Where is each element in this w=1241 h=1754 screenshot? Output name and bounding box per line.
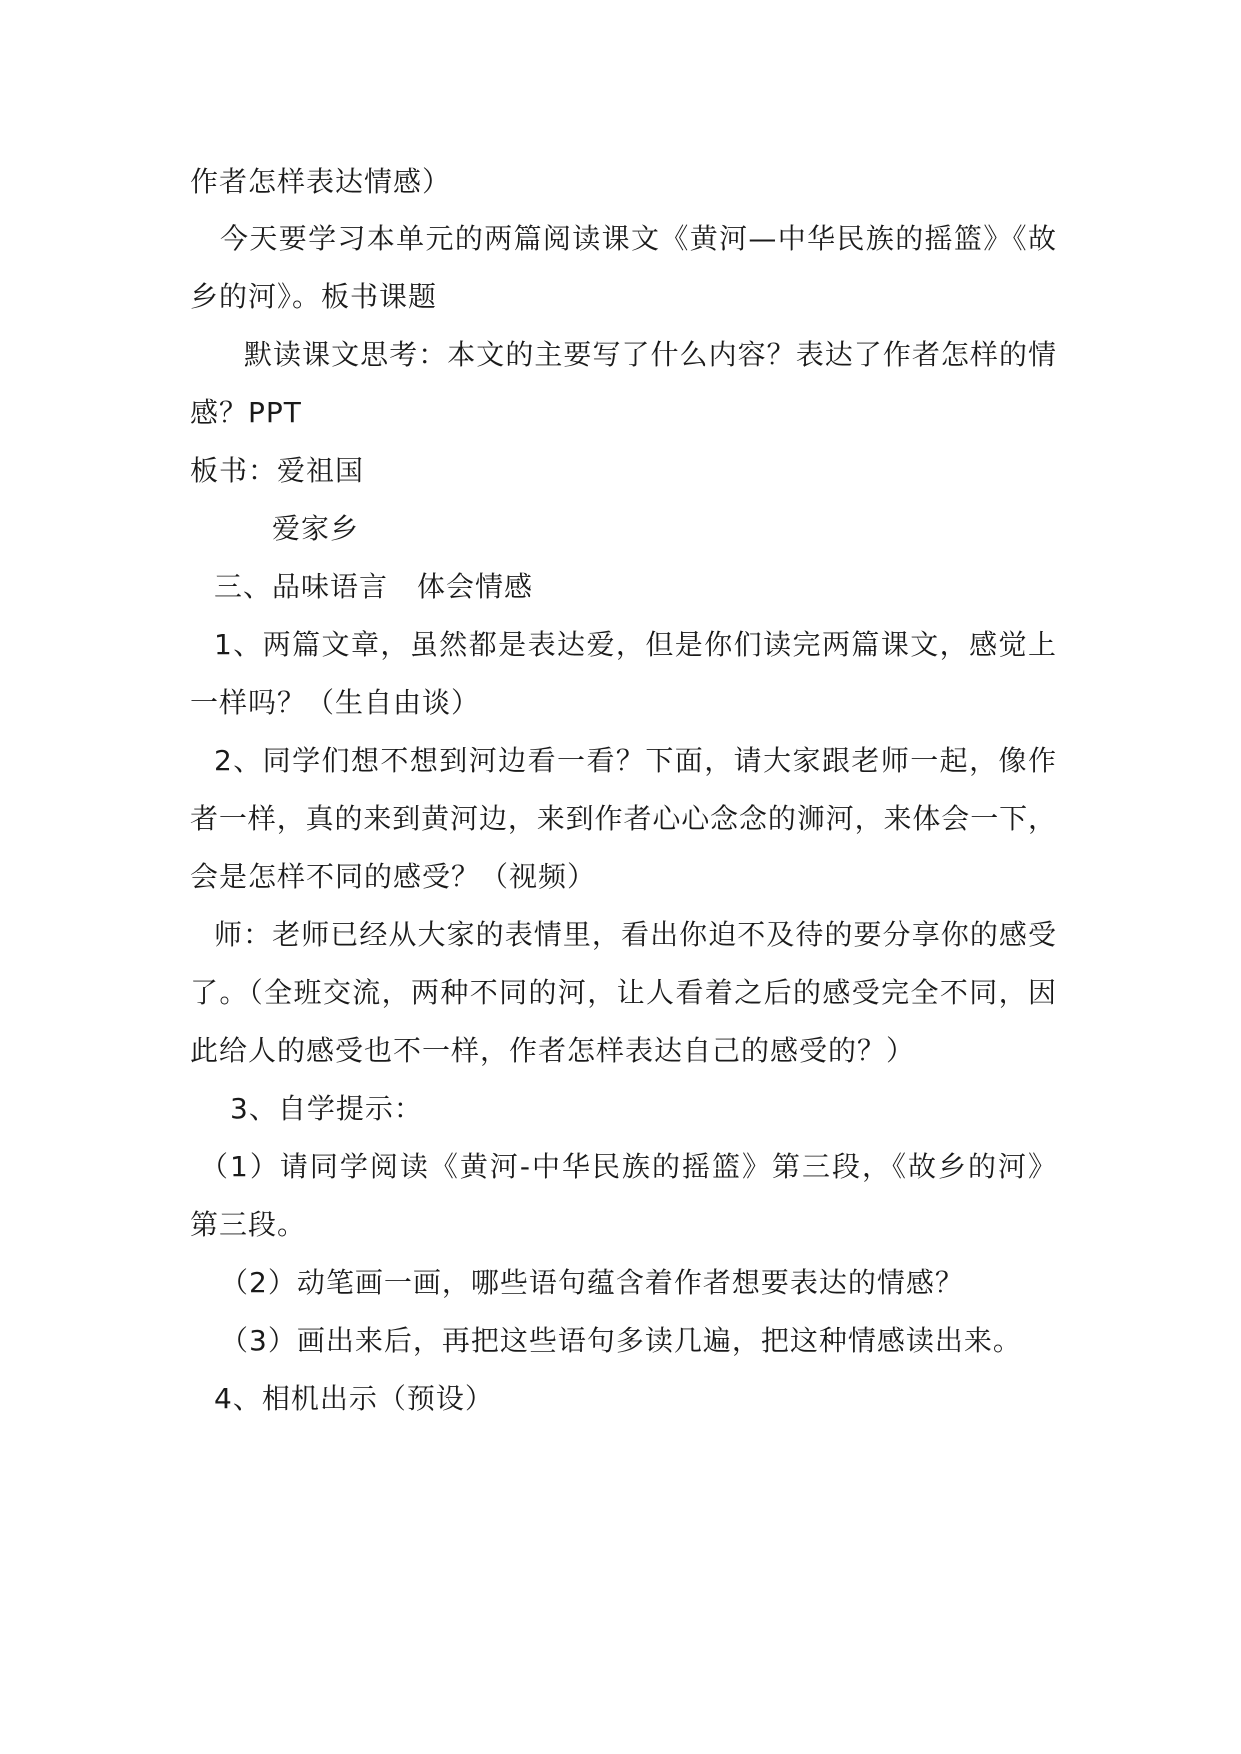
text-line: 乡的河》。板书课题 — [190, 280, 438, 313]
text-line: 1、两篇文章，虽然都是表达爱，但是你们读完两篇课文，感觉上 — [214, 628, 1056, 661]
text-line: （2）动笔画一画，哪些语句蕴含着作者想要表达的情感？ — [220, 1266, 964, 1299]
text-line: （1）请同学阅读《黄河-中华民族的摇篮》第三段，《故乡的河》 — [200, 1150, 1056, 1183]
text-line: 者一样，真的来到黄河边，来到作者心心念念的浉河，来体会一下， — [190, 802, 1056, 835]
text-line: 默读课文思考：本文的主要写了什么内容？表达了作者怎样的情 — [244, 338, 1056, 371]
text-line: 一样吗？（生自由谈） — [190, 686, 481, 719]
text-line: 师：老师已经从大家的表情里，看出你迫不及待的要分享你的感受 — [214, 918, 1056, 951]
text-line: 爱家乡 — [272, 512, 360, 545]
text-line: 会是怎样不同的感受？（视频） — [190, 860, 597, 893]
text-line: （3）画出来后，再把这些语句多读几遍，把这种情感读出来。 — [220, 1324, 1022, 1357]
text-line: 3、自学提示： — [230, 1092, 423, 1125]
text-line: 今天要学习本单元的两篇阅读课文《黄河—中华民族的摇篮》《故 — [220, 222, 1056, 255]
text-line: 了。（全班交流，两种不同的河，让人看着之后的感受完全不同，因 — [190, 976, 1056, 1009]
text-line: 感？PPT — [190, 396, 302, 429]
text-line: 2、同学们想不想到河边看一看？下面，请大家跟老师一起，像作 — [214, 744, 1056, 777]
text-line: 4、相机出示（预设） — [214, 1382, 494, 1415]
text-line: 第三段。 — [190, 1208, 307, 1241]
section-heading: 三、品味语言 体会情感 — [214, 570, 534, 603]
text-line: 板书：爱祖国 — [190, 454, 365, 487]
text-line: 此给人的感受也不一样，作者怎样表达自己的感受的？） — [190, 1034, 916, 1067]
text-line: 作者怎样表达情感） — [190, 165, 452, 198]
